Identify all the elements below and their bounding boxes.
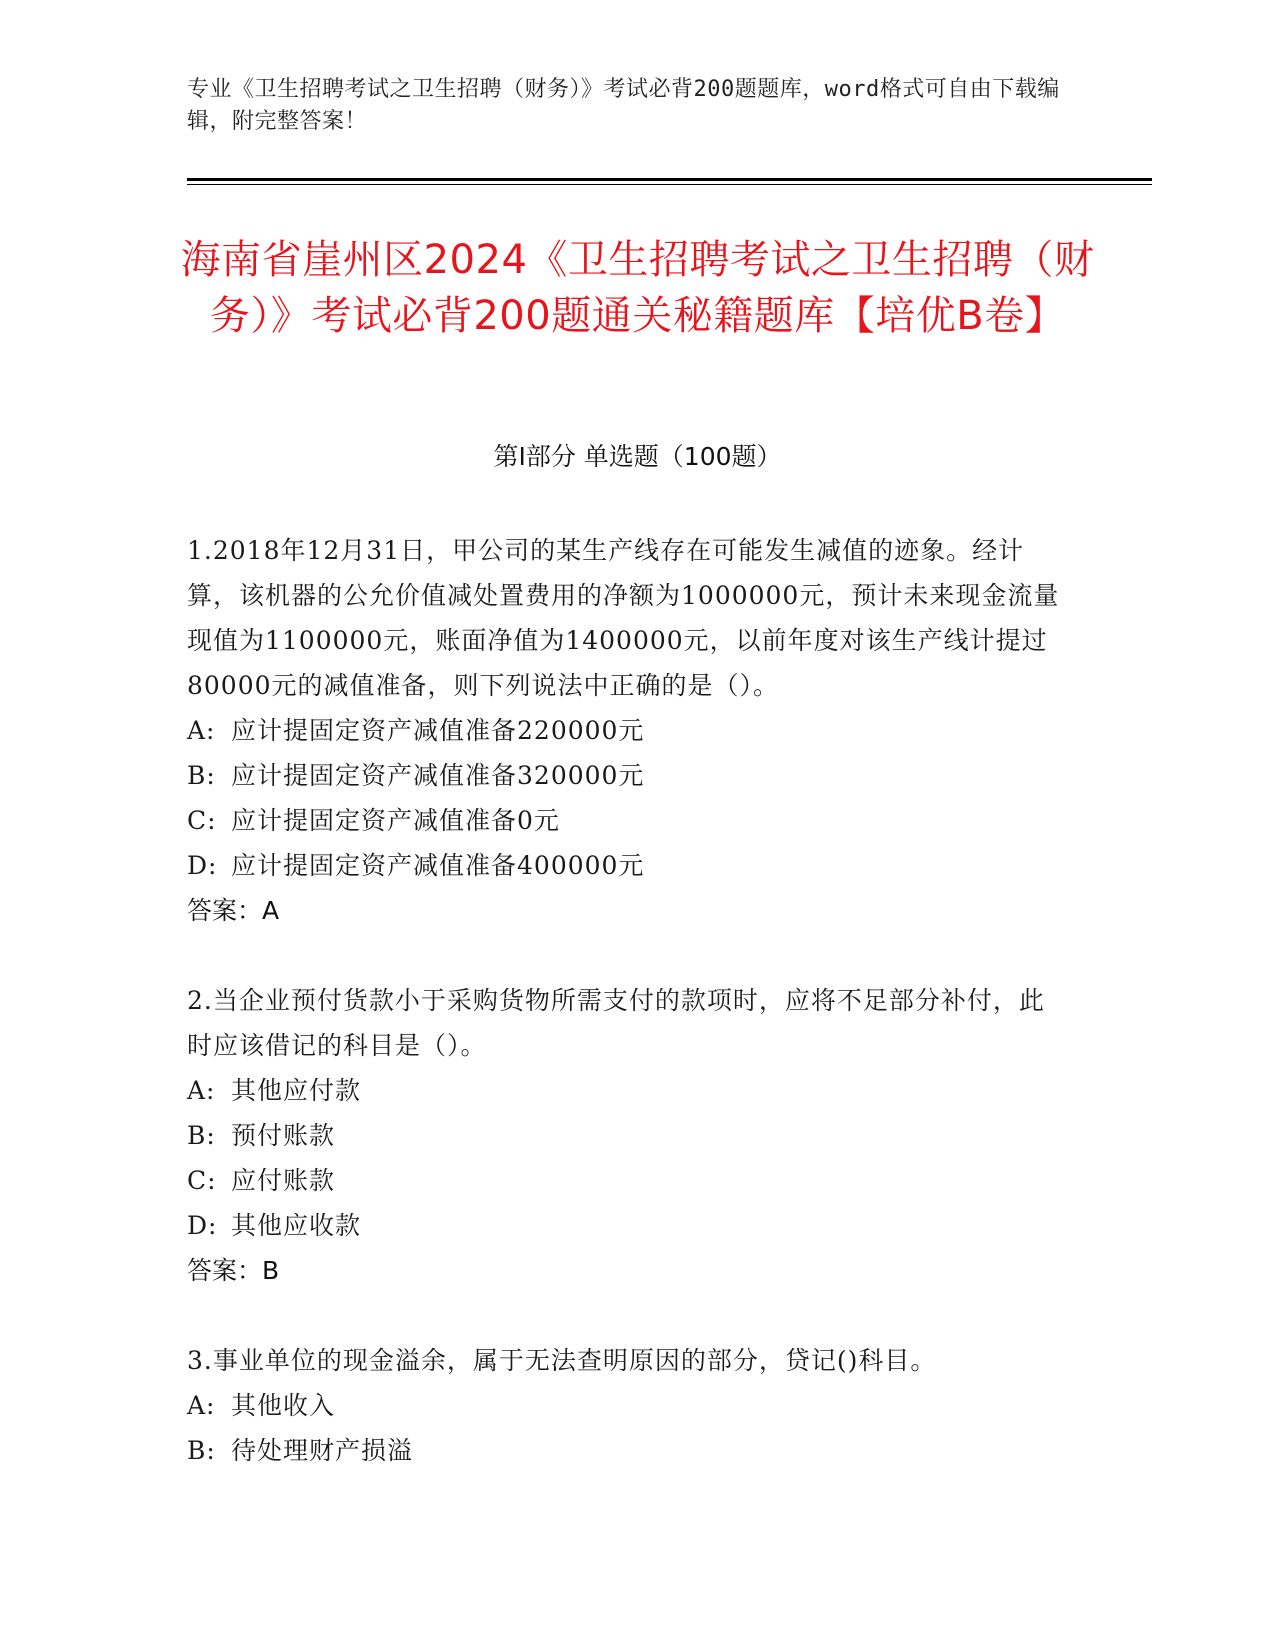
option-text: 其他收入 [231,1391,336,1420]
option-text: 应计提固定资产减值准备320000元 [231,761,645,790]
option-d [187,1203,1067,1248]
option-text: 应计提固定资产减值准备220000元 [231,716,645,745]
option-b [187,1113,1067,1158]
option-text: 应付账款 [231,1166,336,1195]
section-heading: 第Ⅰ部分 单选题（100题） [493,442,782,471]
question-2 [187,978,1067,1293]
option-text: 待处理财产损溢 [231,1436,414,1465]
option-b [187,753,1067,798]
option-key: B: [187,1436,216,1465]
option-key: A: [187,716,216,745]
question-spacer [187,1293,1067,1338]
answer-line: 答案：B [187,1256,280,1285]
option-c [187,798,1067,843]
header-note: 专业《卫生招聘考试之卫生招聘（财务）》考试必背200题题库，word格式可自由下载编辑，附完整答案！ [187,77,1060,134]
option-key: C: [187,806,217,835]
option-c [187,1158,1067,1203]
option-key: A: [187,1391,216,1420]
option-a [187,1383,1067,1428]
option-key: D: [187,1211,218,1240]
header-divider-thin [187,184,1152,185]
option-a [187,708,1067,753]
option-b [187,1428,1067,1473]
question-stem: 1.2018年12月31日，甲公司的某生产线存在可能发生减值的迹象。经计算，该机器的公允价值减处置费用的净额为1000000元，预计未来现金流量现值为1100000元，账面净值为1400000元，以前年度对该生产线计提过80000元的减值准备，则下列说法中正确的是（）。 [187,536,1060,700]
question-list [187,528,1067,1473]
option-a [187,1068,1067,1113]
question-stem: 3.事业单位的现金溢余，属于无法查明原因的部分，贷记()科目。 [187,1346,937,1375]
option-text: 应计提固定资产减值准备0元 [231,806,560,835]
option-key: A: [187,1076,216,1105]
option-d [187,843,1067,888]
option-text: 预付账款 [231,1121,336,1150]
question-3 [187,1338,1067,1473]
question-spacer [187,933,1067,978]
option-key: D: [187,851,218,880]
option-text: 其他应收款 [231,1211,362,1240]
header-divider-thick [187,178,1152,181]
option-key: C: [187,1166,217,1195]
answer-line: 答案：A [187,896,280,925]
question-1 [187,528,1067,933]
option-key: B: [187,1121,216,1150]
question-stem: 2.当企业预付货款小于采购货物所需支付的款项时，应将不足部分补付，此时应该借记的科目是（）。 [187,986,1045,1060]
option-key: B: [187,761,216,790]
option-text: 其他应付款 [231,1076,362,1105]
document-title: 海南省崖州区2024《卫生招聘考试之卫生招聘（财务）》考试必背200题通关秘籍题库【培优B卷】 [180,237,1095,339]
option-text: 应计提固定资产减值准备400000元 [231,851,645,880]
